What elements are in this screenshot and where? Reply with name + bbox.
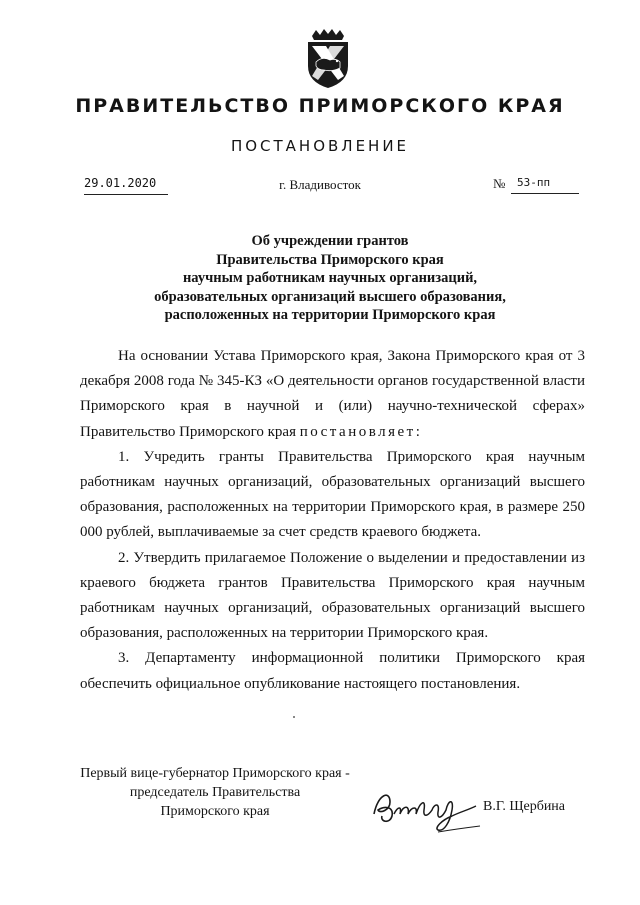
document-body — [80, 344, 585, 697]
handwritten-signature-icon — [368, 780, 488, 838]
subject-line: расположенных на территории Приморского края — [164, 307, 496, 323]
resolves-text: постановляет: — [299, 423, 423, 440]
resolution-item-3: 3. Департаменту информационной политики Приморского края обеспечить официальное опубликование настоящего постановления. — [80, 650, 585, 692]
subject-line: Об учреждении грантов — [251, 233, 409, 249]
preamble-text: На основании Устава Приморского края, Закона Приморского края от 3 декабря 2008 года № 345-КЗ «О деятельности органов государственной власти Приморского края в научной и (или) научно-технической сферах» Правительство Приморского края — [80, 348, 585, 440]
document-city: г. Владивосток — [279, 177, 361, 192]
subject-line: образовательных организаций высшего образования, — [154, 288, 506, 305]
document-date: 29.01.2020 — [84, 176, 168, 195]
signatory-name: В.Г. Щербина — [483, 799, 566, 814]
scan-artifact — [293, 716, 295, 718]
document-type: ПОСТАНОВЛЕНИЕ — [230, 137, 410, 155]
position-line: председатель Правительства — [129, 785, 301, 800]
subject-line: Правительства Приморского края — [216, 251, 444, 268]
signatory-position — [60, 764, 370, 821]
position-line: Первый вице-губернатор Приморского края - — [80, 766, 350, 781]
document-number-label: № — [493, 176, 506, 191]
resolution-item-1: 1. Учредить гранты Правительства Приморского края научным работникам научных организаций, образовательных организаций высшего образования, расположенных на территории Приморского края, в размере 250 000 рублей, выплачиваемые за счет средств краевого бюджета. — [80, 448, 585, 541]
position-line: Приморского края — [160, 804, 270, 819]
preamble-paragraph — [80, 344, 585, 445]
resolution-item-2: 2. Утвердить прилагаемое Положение о выделении и предоставлении из краевого бюджета грантов Правительства Приморского края научным работникам научных организаций, образовательных организаций высшего образования, расположенных на территории Приморского края. — [80, 549, 585, 642]
document-subject — [100, 232, 560, 325]
subject-line: научным работникам научных организаций, — [182, 270, 478, 286]
document-number: 53-пп — [511, 176, 579, 194]
coat-of-arms-icon — [302, 28, 354, 90]
government-title: ПРАВИТЕЛЬСТВО ПРИМОРСКОГО КРАЯ — [75, 95, 565, 117]
